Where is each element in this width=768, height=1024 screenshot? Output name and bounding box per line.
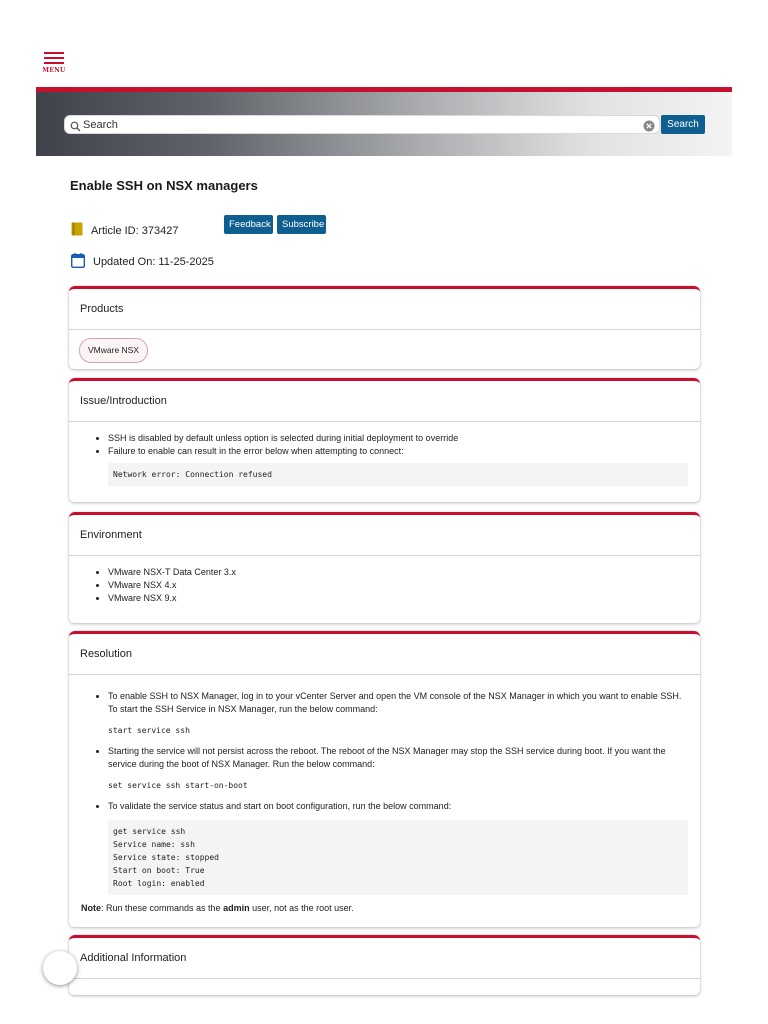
feedback-button[interactable]: Feedback <box>224 215 273 234</box>
note-admin: admin <box>223 903 250 913</box>
article-id-row <box>71 222 178 239</box>
output-line: Service name: ssh <box>113 840 195 849</box>
environment-heading: Environment <box>69 515 700 556</box>
list-item: • VMware NSX-T Data Center 3.x <box>108 566 688 579</box>
output-line: Root login: enabled <box>113 879 205 888</box>
search-button[interactable]: Search <box>661 115 705 134</box>
bookmark-icon <box>71 222 83 239</box>
page-title: Enable SSH on NSX managers <box>70 178 258 193</box>
search-icon <box>70 119 81 137</box>
issue-heading: Issue/Introduction <box>69 381 700 422</box>
command-start-on-boot: set service ssh start-on-boot <box>108 781 248 790</box>
products-card <box>69 286 700 369</box>
note: Note: Run these commands as the admin user, not as the root user. <box>81 903 354 913</box>
command-start-ssh: start service ssh <box>108 726 190 735</box>
floating-action-button[interactable] <box>43 951 77 985</box>
resolution-step: • Starting the service will not persist across the reboot. The reboot of the NSX Manager may stop the SSH service during boot. If you want the service during the boot of NSX Manager. Run the below command: <box>108 745 688 771</box>
hamburger-icon <box>44 52 64 54</box>
note-label: Note <box>81 903 101 913</box>
resolution-heading: Resolution <box>69 634 700 675</box>
resolution-card <box>69 631 700 927</box>
search-input[interactable] <box>83 116 633 133</box>
list-item: • VMware NSX 9.x <box>108 592 688 605</box>
list-item: • Failure to enable can result in the error below when attempting to connect: <box>108 445 688 458</box>
service-output-block <box>108 820 688 895</box>
updated-row <box>71 253 214 271</box>
additional-info-card <box>69 935 700 995</box>
menu-button[interactable] <box>42 52 66 74</box>
menu-label: MENU <box>42 67 66 74</box>
error-code-block: Network error: Connection refused <box>108 463 688 486</box>
clear-icon[interactable] <box>643 119 655 137</box>
additional-info-heading: Additional Information <box>69 938 700 979</box>
updated-date: Updated On: 11-25-2025 <box>93 256 214 268</box>
output-line: get service ssh <box>113 827 186 836</box>
issue-card <box>69 378 700 502</box>
search-box <box>64 115 660 134</box>
list-item: • SSH is disabled by default unless option is selected during initial deployment to override <box>108 432 688 445</box>
search-banner <box>36 87 732 156</box>
environment-card <box>69 512 700 623</box>
resolution-step: • To validate the service status and start on boot configuration, run the below command: <box>108 800 688 813</box>
subscribe-button[interactable]: Subscribe <box>277 215 326 234</box>
resolution-step: • To enable SSH to NSX Manager, log in to your vCenter Server and open the VM console of the NSX Manager in which you want to enable SSH. To start the SSH Service in NSX Manager, run the below command: <box>108 690 688 716</box>
products-heading: Products <box>69 289 700 330</box>
calendar-icon <box>71 253 85 271</box>
list-item: • VMware NSX 4.x <box>108 579 688 592</box>
environment-list <box>81 566 688 605</box>
issue-list <box>81 432 688 458</box>
output-line: Service state: stopped <box>113 853 219 862</box>
output-line: Start on boot: True <box>113 866 205 875</box>
product-tag[interactable]: VMware NSX <box>79 338 148 363</box>
article-id: Article ID: 373427 <box>91 224 179 237</box>
